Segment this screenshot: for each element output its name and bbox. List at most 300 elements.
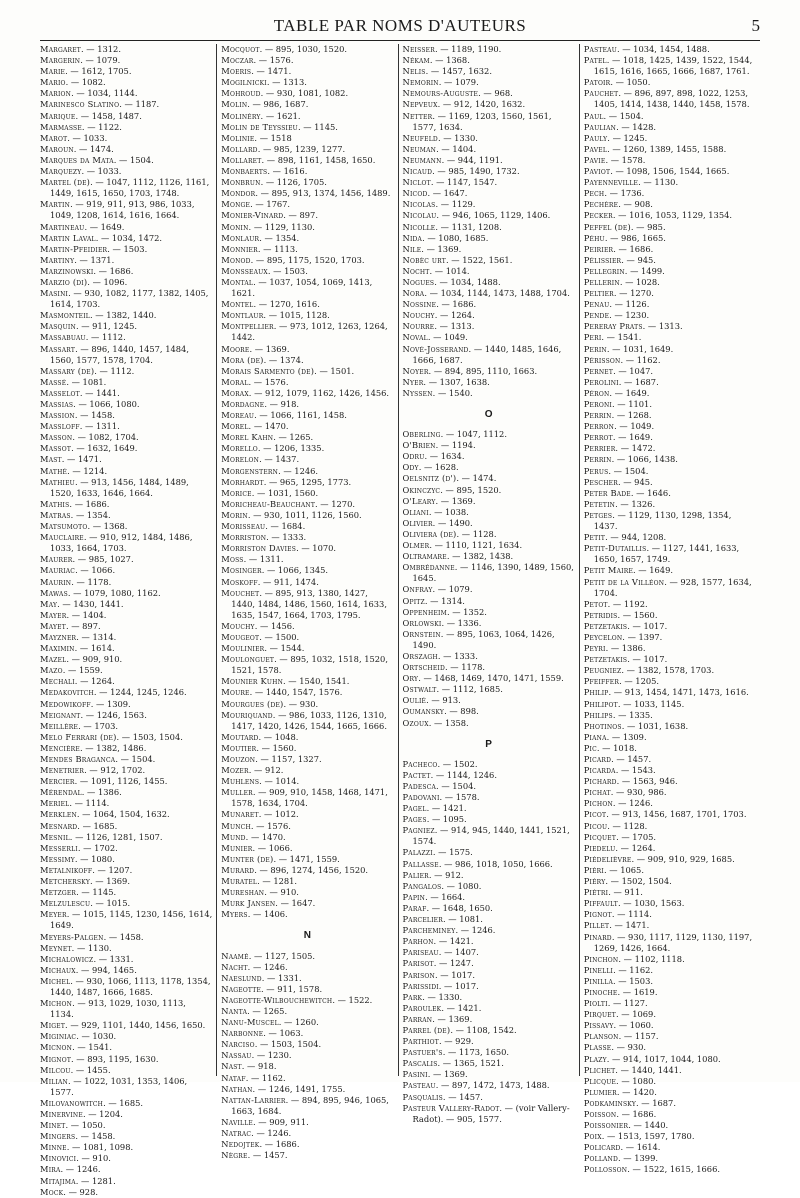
page-references: 1352.: [463, 606, 487, 617]
author-name: Martineau: [40, 221, 85, 232]
author-name: Nemours-Auguste: [402, 88, 479, 99]
index-entry: [403, 1080, 575, 1091]
index-entry: [40, 876, 212, 887]
index-entry: [221, 1028, 393, 1039]
entry-separator: . —: [83, 532, 101, 543]
index-entry: [403, 1047, 575, 1058]
index-entry: [221, 687, 393, 698]
index-entry: [584, 987, 756, 998]
entry-separator: . —: [75, 1131, 92, 1142]
page-references: 1049.: [444, 332, 468, 343]
page-references: 946, 1065, 1129, 1406.: [452, 210, 551, 221]
page-references: 1386.: [97, 787, 122, 798]
entry-separator: . —: [615, 443, 632, 454]
page-references: 909, 910, 929, 1685.: [647, 853, 735, 864]
index-entry: [403, 759, 575, 770]
index-entry: [40, 432, 212, 443]
page-references: 912, 1420, 1632.: [453, 99, 526, 110]
author-name: Pfeiffer: [583, 676, 620, 687]
author-name: Myers: [221, 909, 248, 920]
index-entry: [221, 166, 393, 177]
index-entry: [40, 255, 212, 266]
author-name: Mawas: [40, 587, 68, 598]
entry-separator: . —: [434, 969, 452, 980]
page-references: 1647.: [443, 188, 468, 199]
page-references: 1230.: [267, 1050, 292, 1061]
page-references: 1575.: [449, 847, 473, 858]
author-name: Melo Ferrari (de): [40, 731, 117, 742]
index-entry: [221, 699, 393, 710]
page-references: 1354.: [275, 232, 300, 243]
entry-separator: . —: [434, 310, 451, 321]
author-name: Odru: [402, 451, 425, 462]
author-name: Perrier: [583, 443, 616, 454]
page-references: 1017.: [643, 654, 668, 665]
entry-separator: . —: [265, 521, 282, 532]
entry-separator: . —: [425, 66, 442, 77]
index-entry: [221, 898, 393, 909]
author-name: Pinilla: [583, 975, 614, 986]
entry-separator: . —: [259, 232, 276, 243]
author-name: Pic: [583, 742, 597, 753]
index-entry: [40, 44, 212, 55]
author-name: Mérendal: [40, 787, 82, 798]
index-entry: [221, 44, 393, 55]
index-entry: [584, 954, 756, 965]
index-entry: [40, 377, 212, 388]
entry-separator: . —: [610, 166, 627, 177]
author-name: Niclot: [402, 177, 431, 188]
index-entry: [584, 632, 756, 643]
index-column-1: [40, 44, 216, 1197]
entry-separator: . —: [438, 77, 455, 88]
index-entry: [40, 943, 212, 954]
page-references: 911.: [624, 887, 643, 898]
entry-separator: . —: [646, 543, 663, 554]
entry-separator: . —: [69, 798, 86, 809]
author-name: Miget: [40, 1020, 66, 1031]
index-entry: [584, 1065, 756, 1076]
index-entry: [403, 1058, 575, 1069]
index-entry: [403, 859, 575, 870]
entry-separator: . —: [429, 540, 446, 551]
entry-separator: . —: [257, 243, 275, 254]
index-entry: [403, 914, 575, 925]
page-references: 1247.: [449, 958, 474, 969]
index-entry: [584, 754, 756, 765]
author-name: Nourre: [402, 321, 435, 332]
author-name: Pangalos: [402, 880, 442, 891]
index-entry: [221, 355, 393, 366]
page-references: 1069.: [632, 1009, 656, 1020]
author-name: Monge: [221, 199, 251, 210]
page-references: 1541.: [88, 1042, 113, 1053]
page-references: 897, 1472, 1473, 1488.: [451, 1080, 550, 1091]
page-references: 1649.: [629, 432, 653, 443]
author-name: Marmasse: [40, 121, 82, 132]
entry-separator: . —: [247, 1005, 264, 1016]
author-name: Muller: [221, 787, 253, 798]
page-references: 986, 1018, 1050, 1666.: [455, 858, 553, 869]
page-references: 1178.: [461, 662, 485, 673]
entry-separator: . —: [103, 1097, 120, 1108]
section-letter: P: [485, 738, 492, 750]
index-entry: [40, 277, 212, 288]
author-name: Narbonne: [221, 1028, 264, 1039]
author-name: Maximin: [40, 643, 75, 654]
page-references: 986, 1687.: [263, 99, 309, 110]
page-references: 1113.: [274, 243, 298, 254]
author-name: Penau: [583, 299, 610, 310]
author-name: Mollaret: [221, 154, 262, 165]
page-references: 1632, 1649.: [87, 443, 138, 454]
index-entry: [584, 277, 756, 288]
entry-separator: . —: [252, 842, 269, 853]
page-references: 1147, 1547.: [447, 177, 498, 188]
author-name: Mohroud: [221, 88, 261, 99]
index-entry: [584, 133, 756, 144]
author-name: Meriel: [40, 798, 70, 809]
page-references: 1189, 1190.: [451, 44, 502, 54]
author-name: Mounier Kuhn: [221, 676, 284, 687]
page-references: 986, 1665.: [621, 232, 666, 243]
index-entry: [403, 210, 575, 221]
page-references: 1081.: [82, 376, 107, 387]
page-references: 1081.: [459, 914, 483, 925]
entry-separator: . —: [611, 410, 628, 421]
entry-separator: . —: [610, 787, 627, 798]
author-name: Petit Maire: [583, 565, 634, 576]
page-references: 930, 1066, 1113, 1178, 1354, 1440, 1487, 1666, 1685.: [50, 975, 211, 997]
index-entry: [40, 222, 212, 233]
entry-separator: . —: [421, 243, 438, 254]
entry-separator: . —: [66, 1142, 83, 1153]
author-name: Park: [402, 991, 423, 1002]
index-entry: [40, 111, 212, 122]
index-entry: [221, 543, 393, 554]
entry-separator: . —: [248, 376, 265, 387]
page-references: 1022, 1031, 1353, 1406, 1577.: [50, 1075, 188, 1097]
page-references: 1129, 1130, 1298, 1354, 1437.: [593, 509, 732, 532]
entry-separator: . —: [79, 421, 96, 432]
author-name: Moutier: [221, 742, 257, 753]
author-name: Monod: [221, 254, 251, 265]
author-name: Marie: [40, 66, 66, 77]
page-references: 1421.: [442, 803, 467, 814]
author-name: Masini: [40, 288, 69, 299]
author-name: Michon: [40, 998, 73, 1009]
author-name: Morhardt: [221, 476, 264, 487]
page-references: 1162.: [636, 354, 661, 365]
page-references: 1066.: [268, 842, 293, 853]
author-name: Martel (de): [40, 177, 91, 188]
index-entry: [584, 332, 756, 343]
author-name: Molin de Teyssieu: [221, 121, 298, 132]
index-entry: [403, 651, 575, 662]
page-references: 1470.: [261, 831, 286, 842]
index-entry: [403, 529, 575, 540]
index-entry: [403, 584, 575, 595]
page-references: 1455.: [86, 1064, 111, 1075]
index-entry: [584, 255, 756, 266]
index-entry: [584, 166, 756, 177]
author-name: Oulié: [402, 695, 427, 706]
entry-separator: . —: [604, 232, 622, 243]
author-name: Pasteau: [583, 44, 617, 54]
author-name: Petridis: [583, 609, 618, 620]
author-name: Marzio (di): [40, 276, 88, 287]
index-entry: [221, 1061, 393, 1072]
page-references: 918.: [257, 1061, 277, 1072]
entry-separator: . —: [422, 232, 439, 243]
author-name: Padovani: [402, 792, 440, 802]
index-entry: [403, 770, 575, 781]
entry-separator: . —: [441, 617, 458, 628]
index-entry: [40, 521, 212, 532]
entry-separator: . —: [90, 898, 107, 909]
index-entry: [221, 499, 393, 510]
entry-separator: . —: [76, 1153, 93, 1164]
author-name: Pauchet: [583, 88, 619, 99]
author-name: Marques da Mata: [40, 154, 114, 165]
page-references: 930.: [299, 698, 319, 709]
page-references: 1470.: [264, 421, 289, 432]
index-entry: [40, 621, 212, 632]
author-name: Marinesco Slatino: [40, 99, 120, 110]
entry-separator: . —: [613, 1020, 630, 1031]
page-references: 912.: [445, 869, 464, 880]
entry-separator: . —: [633, 565, 650, 576]
page-references: 1246.: [267, 1128, 292, 1138]
page-references: 1015, 1145, 1230, 1456, 1614, 1649.: [50, 909, 213, 931]
index-column-4: [579, 44, 760, 1175]
index-entry: [584, 388, 756, 399]
index-entry: [403, 792, 575, 803]
page-references: 1079.: [448, 584, 473, 595]
entry-separator: . —: [609, 310, 626, 321]
entry-separator: . —: [257, 443, 275, 454]
entry-separator: . —: [273, 853, 290, 864]
index-entry: [403, 881, 575, 892]
author-name: Molin: [221, 99, 248, 110]
entry-separator: . —: [283, 698, 300, 709]
index-entry: [221, 199, 393, 210]
entry-separator: . —: [438, 980, 455, 991]
index-entry: [403, 310, 575, 321]
author-name: Monbrun: [221, 177, 261, 188]
author-name: Michalowicz: [40, 953, 94, 964]
entry-separator: . —: [432, 387, 449, 398]
page-references: 1017.: [643, 620, 668, 631]
author-name: Pélissier: [583, 254, 622, 265]
index-entry: [40, 266, 212, 277]
entry-separator: . —: [627, 620, 644, 631]
author-name: Nassau: [221, 1050, 252, 1061]
index-entry: [403, 1003, 575, 1014]
page-references: 1428.: [632, 121, 657, 132]
page-references: 1458, 1487.: [91, 110, 142, 121]
index-entry: [403, 629, 575, 651]
index-entry: [221, 821, 393, 832]
entry-separator: . —: [74, 853, 92, 864]
author-name: Minne: [40, 1142, 67, 1153]
index-entry: [584, 421, 756, 432]
page-references: 1457, 1632.: [441, 66, 492, 77]
index-entry: [221, 99, 393, 110]
page-references: 1440, 1485, 1646, 1666, 1687.: [412, 343, 562, 365]
page-references: 1079, 1080, 1162.: [84, 587, 161, 598]
author-name: Munaret: [221, 809, 259, 820]
index-entry: [221, 832, 393, 843]
entry-separator: . —: [258, 809, 275, 820]
author-name: Matsumoto: [40, 521, 88, 532]
page-references: 1503.: [284, 265, 308, 276]
index-entry: [40, 787, 212, 798]
page-references: 1513, 1597, 1780.: [617, 1131, 695, 1142]
author-name: Medakovitch: [40, 687, 94, 698]
page-references: 985, 1239, 1277.: [273, 143, 346, 154]
index-entry: [221, 876, 393, 887]
page-references: 1016, 1053, 1129, 1354.: [629, 210, 733, 221]
index-entry: [221, 366, 393, 377]
page-references: 1127.: [623, 998, 648, 1009]
page-references: 928, 1577, 1634, 1704.: [593, 576, 752, 598]
index-entry: [403, 277, 575, 288]
page-references: 1382, 1438.: [463, 551, 514, 562]
author-name: Marquezy: [40, 166, 82, 177]
author-name: Mignot: [40, 1053, 72, 1064]
index-entry: [403, 662, 575, 673]
page-references: 1501.: [330, 365, 355, 376]
index-entry: [403, 1092, 575, 1103]
entry-separator: . —: [248, 421, 265, 432]
entry-separator: . —: [606, 1053, 623, 1064]
entry-separator: . —: [113, 154, 130, 165]
entry-separator: . —: [435, 1080, 452, 1091]
page-references: 1648, 1650.: [442, 902, 493, 913]
author-name: Pauly: [583, 132, 608, 143]
author-name: Péron: [583, 387, 610, 398]
page-title: TABLE PAR NOMS D'AUTEURS: [273, 16, 527, 35]
entry-separator: . —: [254, 864, 271, 875]
page-references: 1437.: [275, 454, 300, 465]
author-name: Pascalis: [402, 1058, 438, 1069]
entry-separator: . —: [441, 880, 458, 891]
page-references: 1014.: [275, 776, 300, 787]
index-entry: [403, 388, 575, 399]
entry-separator: . —: [63, 1186, 80, 1197]
entry-separator: . —: [297, 121, 315, 132]
page-references: 1406.: [263, 909, 288, 920]
author-name: Messimy: [40, 853, 75, 864]
entry-separator: . —: [85, 332, 102, 343]
index-entry: [584, 532, 756, 543]
page-references: 1047, 1112, 1126, 1161, 1449, 1615, 1650, 1703, 1748.: [50, 177, 210, 199]
entry-separator: . —: [264, 643, 281, 654]
author-name: Mayer: [40, 609, 67, 620]
page-references: 1382, 1486.: [96, 742, 147, 753]
page-references: 1374.: [279, 354, 304, 365]
index-entry: [40, 809, 212, 820]
index-entry: [40, 443, 212, 454]
page-references: 1230.: [625, 310, 650, 321]
entry-separator: . —: [616, 776, 633, 787]
page-references: 1063.: [279, 1028, 304, 1039]
entry-separator: . —: [259, 44, 276, 54]
entry-separator: . —: [74, 776, 91, 787]
author-name: Piolti: [583, 998, 608, 1009]
entry-separator: . —: [454, 562, 471, 573]
entry-separator: . —: [81, 121, 99, 132]
entry-separator: . —: [434, 825, 451, 836]
index-entry: [221, 88, 393, 99]
author-name: Mora (de): [221, 354, 264, 365]
page-references: 1504.: [452, 780, 477, 791]
page-references: 1500.: [275, 631, 300, 642]
index-entry: [584, 477, 756, 488]
author-name: Moure: [221, 687, 250, 698]
index-entry: [221, 676, 393, 687]
author-name: Ornstein: [402, 628, 441, 639]
entry-separator: . —: [603, 110, 620, 121]
page-references: 1214.: [83, 465, 108, 476]
entry-separator: . —: [251, 1128, 268, 1138]
author-name: Pactet: [402, 769, 431, 780]
entry-separator: . —: [607, 998, 624, 1009]
entry-separator: . —: [617, 476, 635, 487]
author-name: Moulonguet: [221, 654, 275, 665]
page-references: 1066, 1161, 1458.: [270, 410, 347, 421]
author-name: Paul: [583, 110, 604, 121]
index-entry: [40, 832, 212, 843]
page-references: 1368.: [103, 521, 128, 532]
page-references: 1066, 1345.: [277, 565, 329, 576]
index-entry: [40, 77, 212, 88]
author-name: Mouriquand: [221, 709, 273, 720]
entry-separator: . —: [65, 620, 83, 631]
index-entry: [40, 610, 212, 621]
page-references: 1544.: [280, 643, 305, 654]
page-references: 1309.: [106, 698, 131, 709]
author-name: Payenneville: [583, 177, 639, 188]
entry-separator: . —: [247, 961, 264, 972]
author-name: Pastuer's: [402, 1047, 443, 1058]
entry-separator: . —: [617, 986, 634, 997]
index-entry: [221, 843, 393, 854]
index-entry: [221, 222, 393, 233]
entry-separator: . —: [254, 410, 271, 421]
entry-separator: . —: [616, 44, 634, 54]
author-name: Nocht: [402, 265, 430, 276]
entry-separator: . —: [607, 820, 624, 831]
author-name: Paviot: [583, 166, 611, 177]
entry-separator: . —: [253, 276, 270, 287]
entry-separator: . —: [444, 706, 461, 717]
index-entry: [221, 432, 393, 443]
index-entry: [221, 299, 393, 310]
page-references: 1664.: [441, 891, 466, 902]
author-name: Netter: [402, 110, 433, 121]
index-entry: [584, 710, 756, 721]
entry-separator: . —: [605, 643, 622, 654]
index-entry: [584, 177, 756, 188]
entry-separator: . —: [436, 210, 453, 221]
entry-separator: . —: [90, 177, 107, 188]
entry-separator: . —: [275, 898, 292, 909]
page-references: 1033, 1145.: [634, 698, 685, 709]
index-column-2: [216, 44, 397, 1161]
entry-separator: . —: [77, 820, 94, 831]
